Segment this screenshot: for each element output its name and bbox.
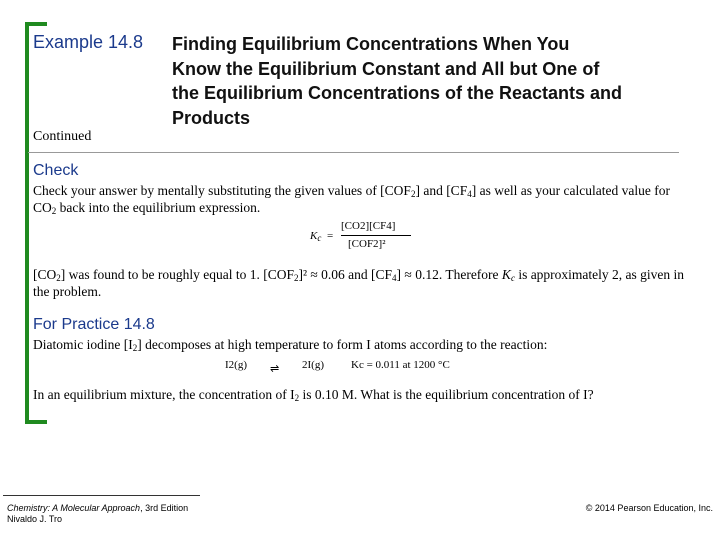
footer-citation xyxy=(7,503,188,525)
frame-bottom-tick xyxy=(25,420,47,424)
frame-top-tick xyxy=(25,22,47,26)
check-paragraph-1: Check your answer by mentally substituting the given values of $[COF_2]$ and $[CF_4]$ as well as your calculated value for $CO_2$ back into the equilibrium expression. xyxy=(33,183,670,216)
footer-copyright: © 2014 Pearson Education, Inc. xyxy=(585,503,713,513)
title-line: Know the Equilibrium Constant and All but One of xyxy=(172,58,600,79)
title-line: the Equilibrium Concentrations of the Reactants and xyxy=(172,83,623,103)
expression-denominator: [COF2]² xyxy=(348,238,386,250)
equilibrium-arrows-icon: ⇌ xyxy=(270,363,280,375)
reaction-kc-value: Kc = 0.011 at 1200 °C xyxy=(351,359,450,371)
example-label: Example 14.8 xyxy=(33,32,144,52)
practice-heading: For Practice 14.8 xyxy=(33,316,155,333)
kc-symbol: $K_c$ xyxy=(310,230,322,243)
check-heading: Check xyxy=(33,162,79,179)
practice-paragraph-2: In an equilibrium mixture, the concentration of $I_2$ is 0.10 M. What is the equilibrium concentration of I? xyxy=(33,387,594,403)
footer-edition: , 3rd Edition xyxy=(140,503,189,513)
expression-numerator: [CO2][CF4] xyxy=(341,220,396,232)
example-title xyxy=(172,32,692,130)
reaction-equation xyxy=(225,359,485,377)
footer-divider xyxy=(3,495,200,496)
equals-sign: = xyxy=(327,230,334,242)
footer-book-title: Chemistry: A Molecular Approach xyxy=(7,503,141,513)
check-paragraph-2: $[CO_2]$ was found to be roughly equal to 1. $[COF_2]^2 \approx 0.06$ and $[CF_4] \approx 0.12$. Therefore $K_c$ is approximately 2, as given in the problem. xyxy=(33,267,685,299)
title-line: Finding Equilibrium Concentrations When You xyxy=(172,34,570,54)
practice-paragraph-1: Diatomic iodine $[I_2]$ decomposes at high temperature to form I atoms according to the reaction: xyxy=(33,337,548,353)
fraction-bar xyxy=(341,235,411,236)
frame-left-bar xyxy=(25,22,29,424)
footer-author: Nivaldo J. Tro xyxy=(7,514,63,524)
reaction-product: 2I(g) xyxy=(302,359,324,371)
section-divider xyxy=(28,152,679,153)
equilibrium-expression xyxy=(310,220,420,256)
continued-note: Continued xyxy=(33,129,92,144)
title-line: Products xyxy=(172,107,251,128)
reaction-reactant: I2(g) xyxy=(225,359,247,371)
